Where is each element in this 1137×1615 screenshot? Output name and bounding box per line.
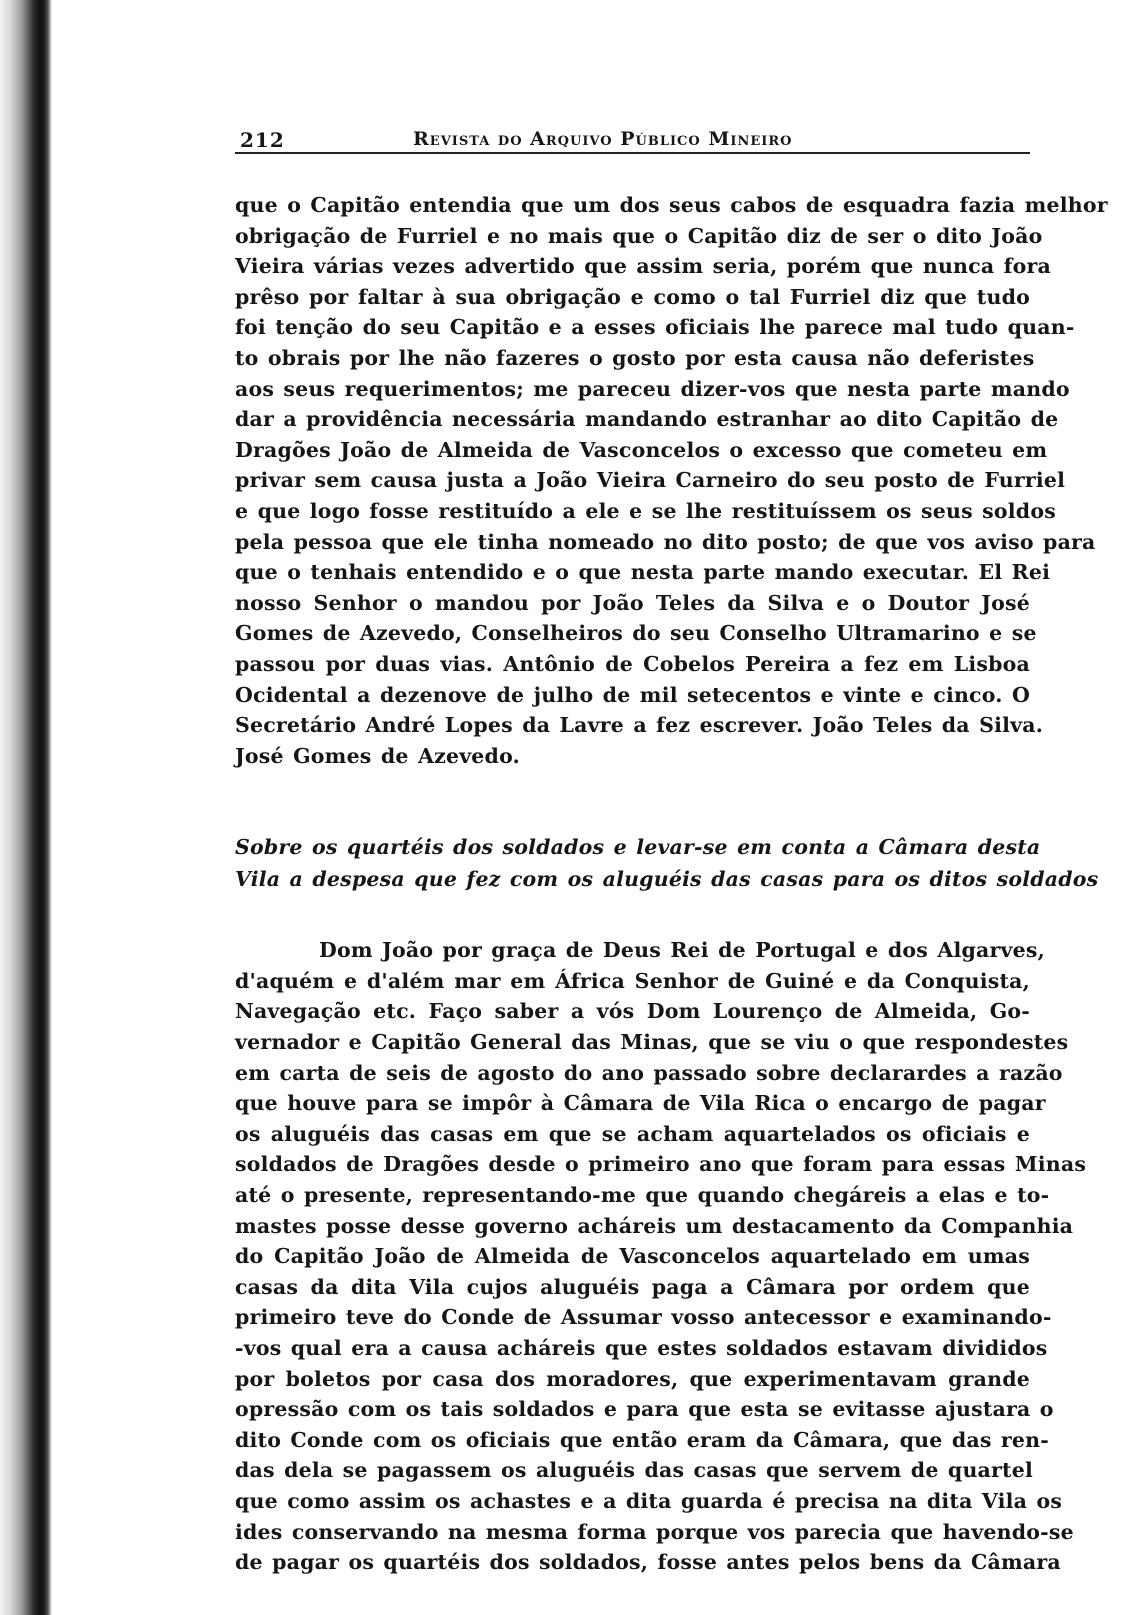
paragraph-royal-letter [235,935,1087,1577]
text-line: pela pessoa que ele tinha nomeado no dito posto; de que vos aviso para [235,529,1096,554]
paragraph-continued [235,190,1108,771]
section-heading [235,831,1099,895]
text-line: obrigação de Furriel e no mais que o Capitão diz de ser o dito João [235,223,1043,248]
journal-title: Revista do Arquivo Público Mineiro [413,128,793,150]
text-line: de pagar os quartéis dos soldados, fosse antes pelos bens da Câmara [235,1550,1061,1575]
text-line: to obrais por lhe não fazeres o gosto por esta causa não deferistes [235,345,1035,370]
text-line: e que logo fosse restituído a ele e se lhe restituíssem os seus soldos [235,498,1056,523]
text-line: Dom João por graça de Deus Rei de Portugal e dos Algarves, [319,938,1045,963]
text-line: que o tenhais entendido e o que nesta parte mando executar. El Rei [235,560,1051,585]
text-line: do Capitão João de Almeida de Vasconcelos aquartelado em umas [235,1244,1030,1269]
text-line: dar a providência necessária mandando estranhar ao dito Capitão de [235,407,1059,432]
text-line: mastes posse desse governo acháreis um destacamento da Companhia [235,1213,1074,1238]
text-line: que houve para se impôr à Câmara de Vila Rica o encargo de pagar [235,1091,1046,1116]
running-header [235,118,1030,154]
body-text [235,190,1108,1578]
text-line: Dragões João de Almeida de Vasconcelos o excesso que cometeu em [235,437,1048,462]
text-line: Gomes de Azevedo, Conselheiros do seu Conselho Ultramarino e se [235,621,1037,646]
text-line: prêso por faltar à sua obrigação e como o tal Furriel diz que tudo [235,284,1030,309]
text-line: d'aquém e d'além mar em África Senhor de Guiné e da Conquista, [235,968,1030,993]
text-line: casas da dita Vila cujos aluguéis paga a Câmara por ordem que [235,1274,1030,1299]
text-line: José Gomes de Azevedo. [235,743,520,768]
book-page [235,118,1108,1578]
text-line: Sobre os quartéis dos soldados e levar-se em conta a Câmara desta [235,835,1041,860]
text-line: que o Capitão entendia que um dos seus cabos de esquadra fazia melhor [235,193,1108,217]
page-number: 212 [240,128,285,152]
text-line: Ocidental a dezenove de julho de mil setecentos e vinte e cinco. O [235,682,1030,707]
text-line: Vila a despesa que fez com os aluguéis das casas para os ditos soldados [235,867,1099,892]
text-line: por boletos por casa dos moradores, que experimentavam grande [235,1366,1030,1391]
text-line: foi tenção do seu Capitão e a esses oficiais lhe parece mal tudo quan- [235,315,1075,340]
text-line: vernador e Capitão General das Minas, que se viu o que respondestes [235,1030,1069,1055]
text-line: soldados de Dragões desde o primeiro ano que foram para essas Minas [235,1152,1087,1177]
text-line: Navegação etc. Faço saber a vós Dom Lourenço de Almeida, Go- [235,999,1030,1024]
text-line: dito Conde com os oficiais que então eram da Câmara, que das ren- [235,1427,1049,1452]
book-binding-shadow [0,0,52,1615]
text-line: opressão com os tais soldados e para que esta se evitasse ajustara o [235,1397,1054,1422]
text-line: privar sem causa justa a João Vieira Carneiro do seu posto de Furriel [235,468,1066,493]
text-line: nosso Senhor o mandou por João Teles da Silva e o Doutor José [235,590,1030,615]
text-line: ides conservando na mesma forma porque vos parecia que havendo-se [235,1519,1074,1544]
text-line: até o presente, representando-me que quando chegáreis a elas e to- [235,1183,1050,1208]
text-line: das dela se pagassem os aluguéis das casas que servem de quartel [235,1458,1033,1483]
text-line: aos seus requerimentos; me pareceu dizer-vos que nesta parte mando [235,376,1070,401]
text-line: passou por duas vias. Antônio de Cobelos Pereira a fez em Lisboa [235,651,1030,676]
text-line: os aluguéis das casas em que se acham aquartelados os oficiais e [235,1121,1030,1146]
text-line: Vieira várias vezes advertido que assim seria, porém que nunca fora [235,254,1052,279]
text-line: que como assim os achastes e a dita guarda é precisa na dita Vila os [235,1488,1063,1513]
text-line: Secretário André Lopes da Lavre a fez escrever. João Teles da Silva. [235,713,1044,738]
text-line: primeiro teve do Conde de Assumar vosso antecessor e examinando- [235,1305,1052,1330]
text-line: -vos qual era a causa acháreis que estes soldados estavam divididos [235,1336,1048,1360]
text-line: em carta de seis de agosto do ano passado sobre declarardes a razão [235,1060,1063,1085]
